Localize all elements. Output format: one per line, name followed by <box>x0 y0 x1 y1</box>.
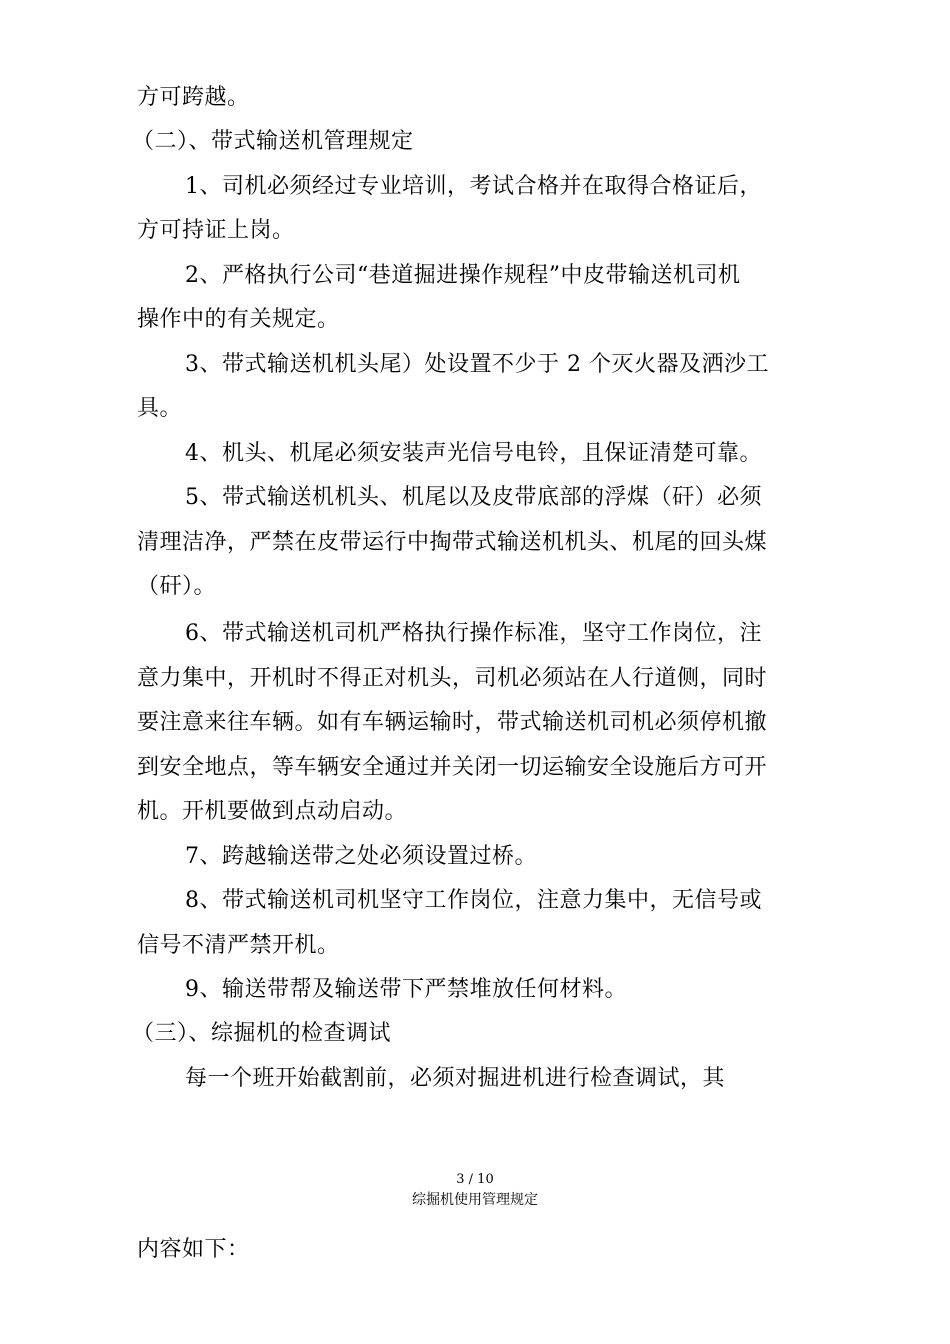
text-line: 方可跨越。 <box>137 85 250 110</box>
text-line: 机。开机要做到点动启动。 <box>137 799 408 824</box>
text-line: 8、带式输送机司机坚守工作岗位，注意力集中，无信号或 <box>185 888 762 913</box>
text-line: 具。 <box>137 396 183 421</box>
text-line: 每一个班开始截割前，必须对掘进机进行检查调试，其 <box>185 1066 726 1091</box>
page-number: 3 / 10 <box>456 1172 494 1187</box>
text-line: 要注意来往车辆。如有车辆运输时，带式输送机司机必须停机撤 <box>137 710 768 735</box>
text-line: 7、跨越输送带之处必须设置过桥。 <box>185 844 537 869</box>
text-line: 2、严格执行公司“巷道掘进操作规程”中皮带输送机司机 <box>185 263 741 288</box>
text-line: 4、机头、机尾必须安装声光信号电铃，且保证清楚可靠。 <box>185 441 762 466</box>
text-line: 6、带式输送机司机严格执行操作标准，坚守工作岗位，注 <box>185 621 762 646</box>
section-heading: （二）、带式输送机管理规定 <box>132 129 414 154</box>
text-line: 1、司机必须经过专业培训，考试合格并在取得合格证后， <box>185 174 762 199</box>
text-line: 5、带式输送机机头、机尾以及皮带底部的浮煤（矸）必须 <box>185 485 762 510</box>
text-line: 3、带式输送机机头尾）处设置不少于 2 个灭火器及洒沙工 <box>185 352 769 377</box>
text-line: 9、输送带帮及输送带下严禁堆放任何材料。 <box>185 977 627 1002</box>
section-heading: （三）、综掘机的检查调试 <box>132 1021 392 1046</box>
footer-document-title: 综掘机使用管理规定 <box>412 1192 538 1208</box>
text-line: （矸）。 <box>137 574 217 599</box>
text-line: 意力集中，开机时不得正对机头，司机必须站在人行道侧，同时 <box>137 666 768 691</box>
text-line: 内容如下： <box>137 1237 250 1262</box>
text-line: 到安全地点，等车辆安全通过并关闭一切运输安全设施后方可开 <box>137 755 768 780</box>
text-line: 方可持证上岗。 <box>137 218 295 243</box>
text-line: 操作中的有关规定。 <box>137 307 340 332</box>
text-line: 信号不清严禁开机。 <box>137 933 340 958</box>
text-line: 清理洁净，严禁在皮带运行中掏带式输送机机头、机尾的回头煤 <box>137 530 768 555</box>
